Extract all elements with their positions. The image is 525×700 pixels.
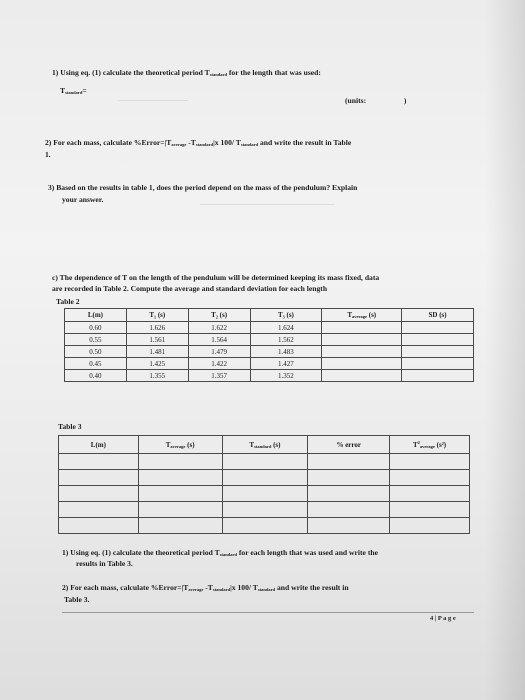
t-symbol: T [60, 86, 66, 95]
table2-header-sd: SD (s) [402, 309, 474, 322]
cell-t1: 1.626 [126, 322, 188, 334]
empty-cell[interactable] [390, 502, 470, 518]
q2-rest: |x 100/ T [213, 138, 241, 147]
table2-header-t3: T₃ (s) [250, 309, 322, 322]
t3-tsq-sup: 2 [417, 440, 420, 445]
q2-top-line2: 1. [45, 150, 51, 159]
q2b-std-sub2: standard [257, 587, 276, 592]
q1-bottom-line2: results in Table 3. [76, 559, 133, 568]
empty-cell[interactable] [308, 470, 390, 486]
empty-cell[interactable] [222, 502, 308, 518]
t3-tavg-unit: (s) [185, 440, 195, 449]
q3-line1: 3) Based on the results in table 1, does the period depend on the mass of the pendulum? Explain [48, 183, 358, 192]
table3-header-tavg [138, 436, 222, 454]
cell-sd-empty[interactable] [402, 358, 474, 370]
empty-cell[interactable] [138, 454, 222, 470]
q2-std-sub: standard [195, 142, 214, 147]
empty-cell[interactable] [222, 486, 308, 502]
part-c-line1: c) The dependence of T on the length of the pendulum will be determined keeping its mass fixed, data [52, 273, 380, 282]
q2-std-sub2: standard [240, 142, 259, 147]
q2-tail: and write the result in Table [258, 138, 352, 147]
table2-header-t1: T₁ (s) [126, 309, 188, 322]
q1-sub: standard [209, 72, 227, 77]
table2-header-t2: T₂ (s) [188, 309, 250, 322]
q2-text: 2) For each mass, calculate %Error=|T [45, 138, 172, 147]
t3-tsq-unit: (s²) [434, 441, 447, 449]
cell-t1: 1.481 [126, 346, 188, 358]
cell-t2: 1.564 [188, 334, 250, 346]
table2 [64, 308, 474, 382]
table-row [65, 370, 474, 382]
cell-length: 0.60 [65, 322, 127, 334]
cell-t3: 1.427 [250, 358, 322, 370]
table-row [59, 518, 470, 534]
cell-t2: 1.479 [188, 346, 250, 358]
q2b-tail: and write the result in [275, 583, 349, 592]
table2-header-l: L(m) [65, 309, 127, 322]
cell-length: 0.40 [65, 370, 127, 382]
units-close: ) [403, 96, 407, 105]
empty-cell[interactable] [59, 502, 139, 518]
cell-tavg-empty[interactable] [322, 370, 402, 382]
faded-bleed-through-1: ───────────── [118, 96, 188, 105]
cell-sd-empty[interactable] [402, 322, 474, 334]
cell-length: 0.50 [65, 346, 127, 358]
q1-number: 1) [52, 68, 59, 77]
q1b-sub: standard [219, 552, 237, 557]
q2-bottom-line1 [62, 583, 349, 595]
part-c-line2: are recorded in Table 2. Compute the average and standard deviation for each length [52, 284, 328, 293]
t3-tstd-symbol: T [249, 440, 255, 449]
cell-length: 0.45 [65, 358, 127, 370]
q1-text-tail: for the length that was used: [226, 68, 321, 77]
table-row [65, 346, 474, 358]
table2-header-row [65, 309, 474, 322]
q2b-rest: |x 100/ T [230, 583, 258, 592]
empty-cell[interactable] [390, 486, 470, 502]
table3-header-tstd [222, 436, 308, 454]
units-label [345, 96, 406, 106]
q2b-std-sub: standard [212, 587, 231, 592]
empty-cell[interactable] [59, 454, 139, 470]
table2-header-tavg [322, 309, 402, 322]
q3-line2: your answer. [62, 195, 104, 204]
empty-cell[interactable] [390, 454, 470, 470]
q2b-avg-sub: average [188, 587, 204, 592]
table3-header-error: % error [308, 436, 390, 454]
tavg-unit: (s) [367, 311, 377, 319]
table-row [59, 470, 470, 486]
t3-tstd-unit: (s) [271, 440, 281, 449]
cell-t1: 1.561 [126, 334, 188, 346]
empty-cell[interactable] [390, 470, 470, 486]
cell-sd-empty[interactable] [402, 370, 474, 382]
q2b-text: 2) For each mass, calculate %Error=|T [62, 583, 189, 592]
q2b-minus: -T [203, 583, 213, 592]
empty-cell[interactable] [308, 454, 390, 470]
cell-t1: 1.355 [126, 370, 188, 382]
cell-t3: 1.624 [250, 322, 322, 334]
table3 [58, 435, 470, 534]
empty-cell[interactable] [138, 502, 222, 518]
empty-cell[interactable] [138, 470, 222, 486]
tavg-symbol: T [347, 311, 352, 319]
table-row [65, 334, 474, 346]
t3-tavg-symbol: T [165, 440, 171, 449]
empty-cell[interactable] [222, 470, 308, 486]
table-row [65, 322, 474, 334]
t3-tavg-sub: average [170, 443, 186, 449]
cell-tavg-empty[interactable] [322, 346, 402, 358]
cell-length: 0.55 [65, 334, 127, 346]
empty-cell[interactable] [138, 486, 222, 502]
t-standard-label [60, 86, 87, 98]
q1-top-line [52, 68, 321, 80]
q2-top-line1 [45, 138, 351, 150]
table2-title: Table 2 [56, 297, 80, 306]
cell-tavg-empty[interactable] [322, 334, 402, 346]
q1b-tail: for each length that was used and write the [236, 548, 378, 557]
table3-header-row [59, 436, 470, 454]
t3-tsq-sub: average [419, 444, 435, 449]
faded-bleed-through-2: ───────────────────────── [200, 200, 335, 209]
empty-cell[interactable] [308, 502, 390, 518]
table-row [59, 454, 470, 470]
empty-cell[interactable] [308, 518, 390, 534]
tavg-sub: average [352, 314, 367, 319]
empty-cell[interactable] [308, 486, 390, 502]
table-row [65, 358, 474, 370]
cell-t2: 1.422 [188, 358, 250, 370]
cell-t2: 1.622 [188, 322, 250, 334]
equals-sign: = [82, 86, 87, 95]
cell-tavg-empty[interactable] [322, 322, 402, 334]
empty-cell[interactable] [222, 518, 308, 534]
q2-minus: -T [186, 138, 196, 147]
table3-title: Table 3 [58, 422, 82, 431]
q2-avg-sub: average [171, 142, 187, 147]
empty-cell[interactable] [59, 470, 139, 486]
cell-t3: 1.562 [250, 334, 322, 346]
q1b-text: 1) Using eq. (1) calculate the theoretical period T [62, 548, 220, 557]
empty-cell[interactable] [390, 518, 470, 534]
cell-t1: 1.425 [126, 358, 188, 370]
empty-cell[interactable] [138, 518, 222, 534]
page-shadow [485, 0, 525, 700]
page-number: 4 | P a g e [430, 615, 456, 622]
cell-t3: 1.483 [250, 346, 322, 358]
table3-header-l: L(m) [59, 436, 139, 454]
t3-tstd-sub: standard [254, 443, 272, 449]
empty-cell[interactable] [59, 486, 139, 502]
q1-text: Using eq. (1) calculate the theoretical period T [60, 68, 210, 77]
empty-cell[interactable] [59, 518, 139, 534]
empty-cell[interactable] [222, 454, 308, 470]
q2-bottom-line2: Table 3. [64, 595, 90, 604]
cell-sd-empty[interactable] [402, 346, 474, 358]
t3-tsq-symbol: T [412, 441, 418, 449]
table-row [59, 486, 470, 502]
table-row [59, 502, 470, 518]
t-standard-sub: standard [65, 90, 83, 95]
table3-header-tsq [390, 436, 470, 454]
cell-t2: 1.357 [188, 370, 250, 382]
footer-rule [62, 612, 474, 613]
cell-tavg-empty[interactable] [322, 358, 402, 370]
cell-t3: 1.352 [250, 370, 322, 382]
units-text: (units: [345, 96, 367, 105]
cell-sd-empty[interactable] [402, 334, 474, 346]
